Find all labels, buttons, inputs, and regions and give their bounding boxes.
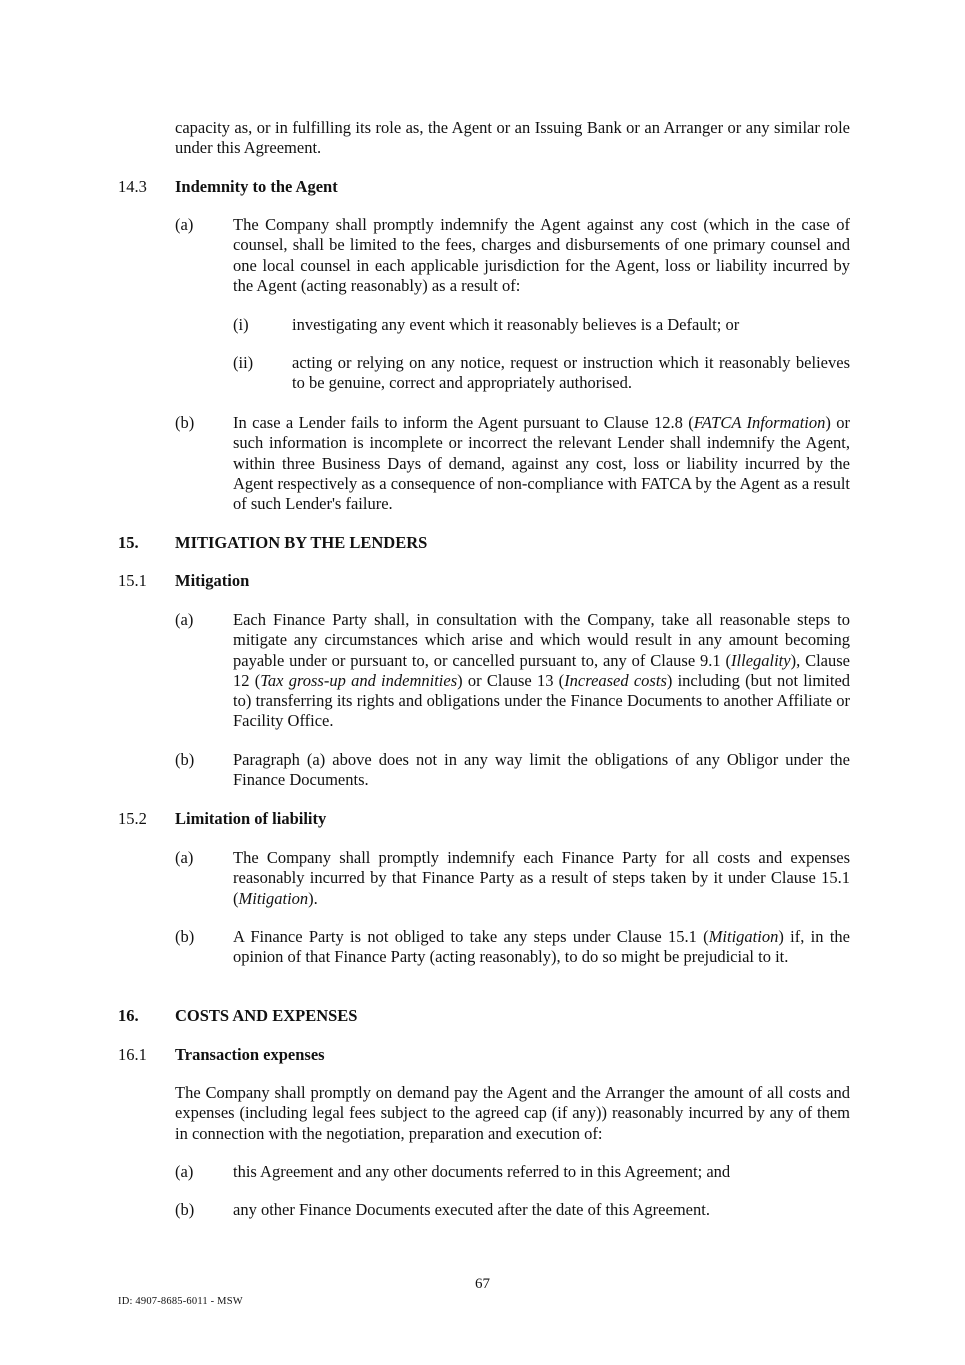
para-15-2-b: A Finance Party is not obliged to take any steps under Clause 15.1 (Mitigation) if, in the opinion of that Finance Party (acting reasonably), to do so might be prejudicial to it. <box>233 927 850 967</box>
clause-heading-16-1: Transaction expenses <box>175 1045 325 1064</box>
clause-number-15-2: 15.2 <box>118 809 147 828</box>
para-label-15-2-b: (b) <box>175 927 195 946</box>
clause-number-15-1: 15.1 <box>118 571 147 590</box>
subpara-label-14-3-ii: (ii) <box>233 353 254 372</box>
document-id: ID: 4907-8685-6011 - MSW <box>118 1296 243 1307</box>
para-15-2-a: The Company shall promptly indemnify each Finance Party for all costs and expenses reasonably incurred by that Finance Party as a result of steps taken by it under Clause 15.1 (Mitigation). <box>233 848 850 908</box>
para-label-15-1-a: (a) <box>175 610 194 629</box>
subpara-14-3-i: investigating any event which it reasonably believes is a Default; or <box>292 315 740 334</box>
para-label-15-1-b: (b) <box>175 750 195 769</box>
para-16-1-b: any other Finance Documents executed after the date of this Agreement. <box>233 1200 710 1219</box>
para-label-15-2-a: (a) <box>175 848 194 867</box>
para-14-3-b: In case a Lender fails to inform the Agent pursuant to Clause 12.8 (FATCA Information) or such information is incomplete or incorrect the relevant Lender shall indemnify the Agent, within three Business Days of demand, against any cost, loss or liability incurred by the Agent respectively as a consequence of non-compliance with FATCA by the Agent as a result of such Lender's failure. <box>233 413 850 514</box>
para-16-1-body: The Company shall promptly on demand pay the Agent and the Arranger the amount of all costs and expenses (including legal fees subject to the agreed cap (if any)) reasonably incurred by any of them in connection with the negotiation, preparation and execution of: <box>175 1083 850 1143</box>
para-15-1-a: Each Finance Party shall, in consultation with the Company, take all reasonable steps to mitigate any circumstances which arise and which would result in any amount becoming payable under or pursuant to, or cancelled pursuant to, any of Clause 9.1 (Illegality), Clause 12 (Tax gross-up and indemnities) or Clause 13 (Increased costs) including (but not limited to) transferring its rights and obligations under the Finance Documents to another Affiliate or Facility Office. <box>233 610 851 731</box>
para-15-1-b: Paragraph (a) above does not in any way limit the obligations of any Obligor under the Finance Documents. <box>233 750 850 790</box>
para-label-16-1-b: (b) <box>175 1200 195 1219</box>
para-16-1-a: this Agreement and any other documents referred to in this Agreement; and <box>233 1162 731 1181</box>
section-heading-16: COSTS AND EXPENSES <box>175 1006 358 1025</box>
clause-heading-15-2: Limitation of liability <box>175 809 327 828</box>
clause-number-14-3: 14.3 <box>118 177 147 196</box>
para-label-16-1-a: (a) <box>175 1162 194 1181</box>
clause-heading-14-3: Indemnity to the Agent <box>175 177 338 196</box>
clause-heading-15-1: Mitigation <box>175 571 250 590</box>
subpara-label-14-3-i: (i) <box>233 315 249 334</box>
para-14-3-a: The Company shall promptly indemnify the Agent against any cost (which in the case of counsel, shall be limited to the fees, charges and disbursements of one primary counsel and one local counsel in each applicable jurisdiction for the Agent, loss or liability incurred by the Agent (acting reasonably) as a result of: <box>233 215 850 295</box>
intro-paragraph: capacity as, or in fulfilling its role as, the Agent or an Issuing Bank or an Arranger or any similar role under this Agreement. <box>175 118 850 158</box>
para-label-14-3-a: (a) <box>175 215 194 234</box>
clause-number-16-1: 16.1 <box>118 1045 147 1064</box>
section-number-15: 15. <box>118 533 139 552</box>
page-number: 67 <box>475 1276 490 1292</box>
section-number-16: 16. <box>118 1006 139 1025</box>
para-label-14-3-b: (b) <box>175 413 195 432</box>
section-heading-15: MITIGATION BY THE LENDERS <box>175 533 428 552</box>
subpara-14-3-ii: acting or relying on any notice, request or instruction which it reasonably believes to be genuine, correct and appropriately authorised. <box>292 353 850 393</box>
